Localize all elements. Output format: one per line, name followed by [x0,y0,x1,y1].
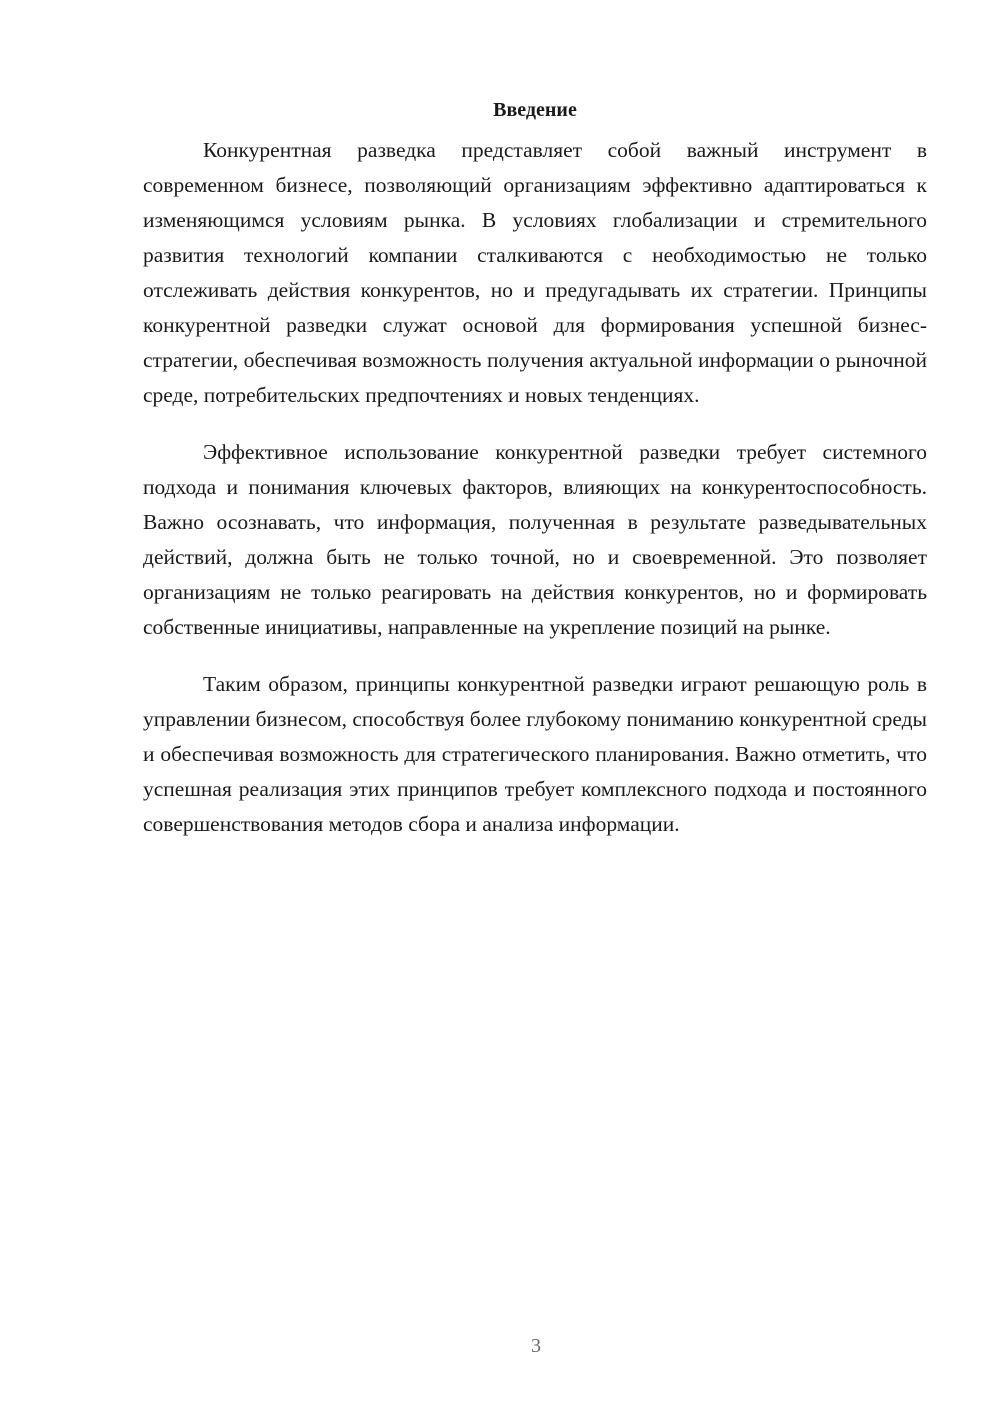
page-content [143,95,927,864]
section-heading: Введение [493,99,577,121]
page-number: 3 [531,1335,541,1357]
paragraph-1: Конкурентная разведка представляет собой важный инструмент в современном бизнесе, позволяющий организациям эффективно адаптироваться к изменяющимся условиям рынка. В условиях глобализации и стремительного развития технологий компании сталкиваются с необходимостью не только отслеживать действия конкурентов, но и предугадывать их стратегии. Принципы конкурентной разведки служат основой для формирования успешной бизнес-стратегии, обеспечивая возможность получения актуальной информации о рыночной среде, потребительских предпочтениях и новых тенденциях. [143,138,927,407]
paragraph-2: Эффективное использование конкурентной разведки требует системного подхода и понимания ключевых факторов, влияющих на конкурентоспособность. Важно осознавать, что информация, полученная в результате разведывательных действий, должна быть не только точной, но и своевременной. Это позволяет организациям не только реагировать на действия конкурентов, но и формировать собственные инициативы, направленные на укрепление позиций на рынке. [143,440,927,639]
paragraph-3: Таким образом, принципы конкурентной разведки играют решающую роль в управлении бизнесом, способствуя более глубокому пониманию конкурентной среды и обеспечивая возможность для стратегического планирования. Важно отметить, что успешная реализация этих принципов требует комплексного подхода и постоянного совершенствования методов сбора и анализа информации. [143,672,927,836]
